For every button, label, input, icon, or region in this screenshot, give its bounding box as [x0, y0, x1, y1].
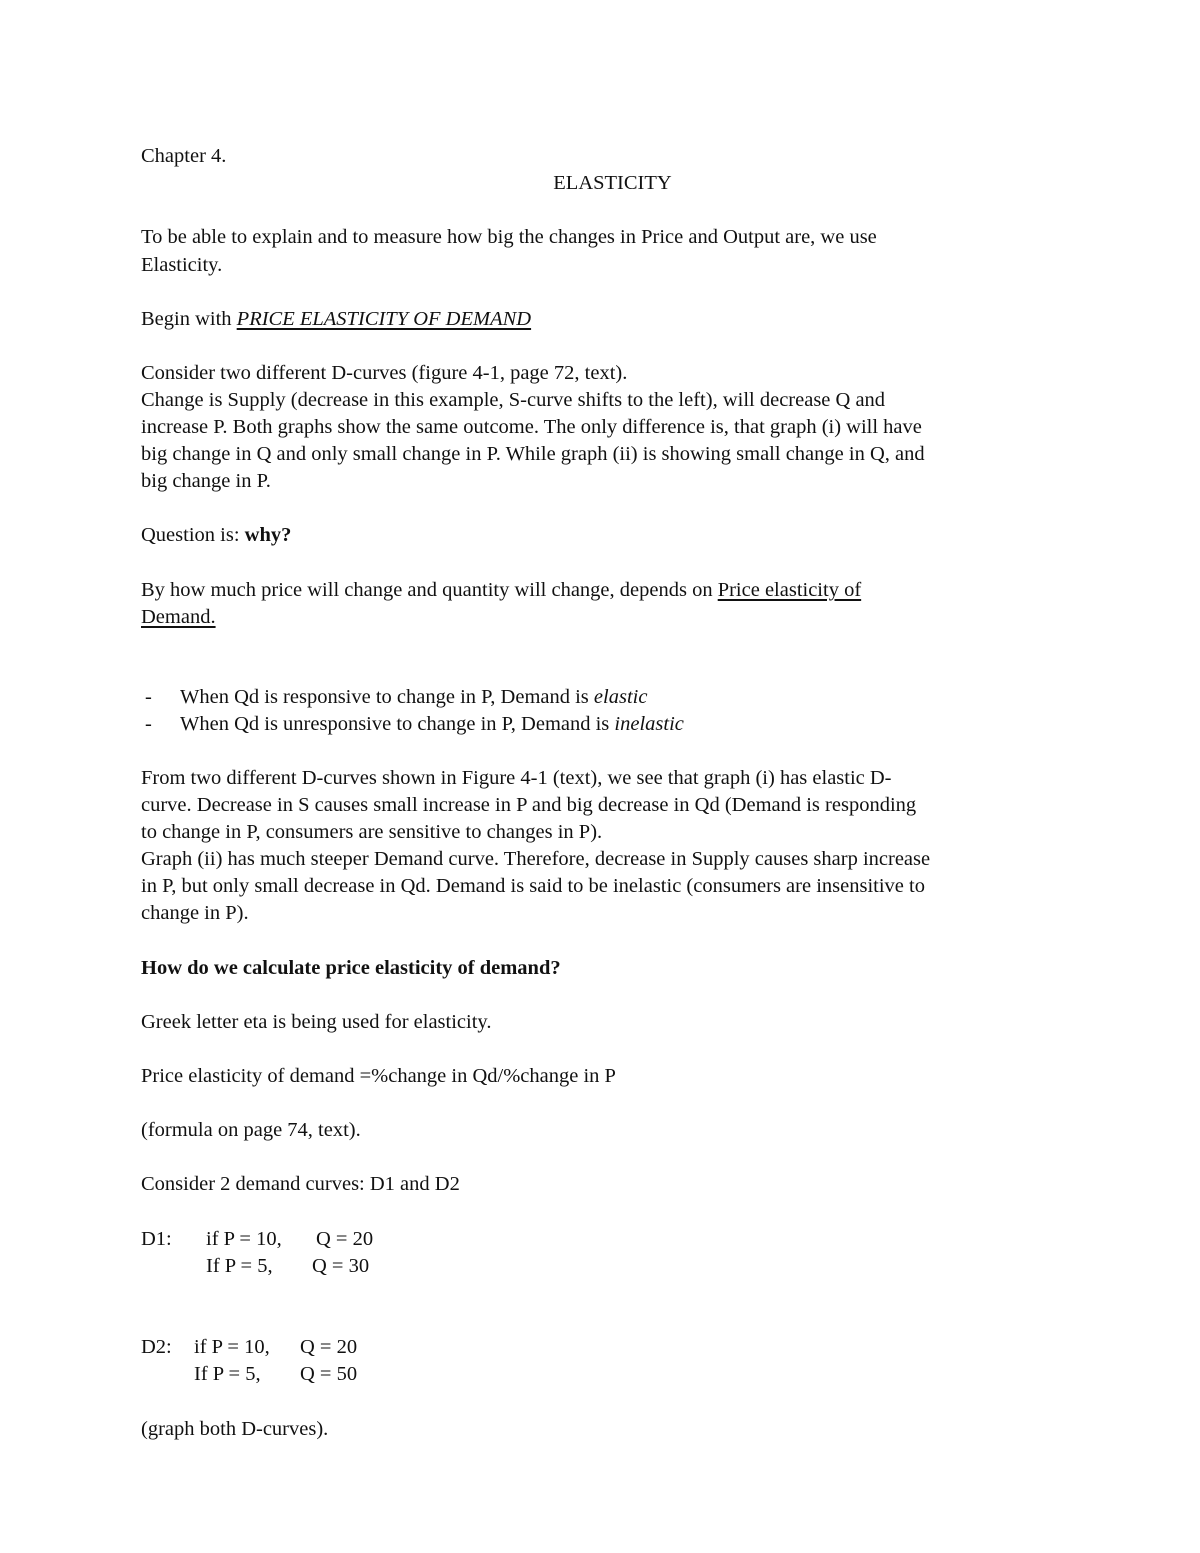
- depends-link-part1: Price elasticity of: [717, 579, 862, 601]
- bullet-text: [180, 684, 647, 711]
- para2-line-4: Graph (ii) has much steeper Demand curve. Therefore, decrease in Supply causes sharp increase: [141, 848, 931, 870]
- depends-prefix: By how much price will change and quantity will change, depends on: [141, 579, 718, 601]
- d2-row2-quantity: Q = 50: [300, 1363, 358, 1385]
- intro-line-1: To be able to explain and to measure how big the changes in Price and Output are, we use: [141, 226, 877, 248]
- para2-line-2: curve. Decrease in S causes small increase in P and big decrease in Qd (Demand is responding: [141, 794, 917, 816]
- page-title: ELASTICITY: [553, 172, 672, 194]
- para1-line-5: big change in P.: [141, 470, 271, 492]
- formula-reference: (formula on page 74, text).: [141, 1119, 361, 1141]
- para2-line-1: From two different D-curves shown in Figure 4-1 (text), we see that graph (i) has elastic D-: [141, 767, 892, 789]
- question-emphasis: why?: [244, 524, 292, 546]
- bullet-emphasis: elastic: [593, 686, 648, 708]
- begin-prefix: Begin with: [141, 308, 237, 330]
- depends-link-part2: Demand.: [141, 606, 216, 628]
- para2-line-3: to change in P, consumers are sensitive to changes in P).: [141, 821, 603, 843]
- begin-with-line: [141, 306, 531, 333]
- d2-row1-price: if P = 10,: [194, 1336, 270, 1358]
- para1-line-4: big change in Q and only small change in P. While graph (ii) is showing small change in Q, and: [141, 443, 925, 465]
- para1-line-2: Change is Supply (decrease in this example, S-curve shifts to the left), will decrease Q and: [141, 389, 886, 411]
- para2-line-5: in P, but only small decrease in Qd. Demand is said to be inelastic (consumers are insensitive to: [141, 875, 925, 897]
- consider-curves: Consider 2 demand curves: D1 and D2: [141, 1173, 460, 1195]
- bullet-text-main: When Qd is responsive to change in P, Demand is: [180, 686, 594, 708]
- d1-row1-quantity: Q = 20: [316, 1228, 374, 1250]
- para2-line-6: change in P).: [141, 902, 249, 924]
- bullet-text-main: When Qd is unresponsive to change in P, Demand is: [180, 713, 615, 735]
- bullet-text: [180, 711, 684, 738]
- formula-line: Price elasticity of demand =%change in Qd/%change in P: [141, 1065, 616, 1087]
- d2-row2-price: If P = 5,: [194, 1363, 261, 1385]
- greek-note: Greek letter eta is being used for elasticity.: [141, 1011, 492, 1033]
- para1-line-3: increase P. Both graphs show the same outcome. The only difference is, that graph (i) will have: [141, 416, 922, 438]
- d2-label: D2:: [141, 1336, 172, 1358]
- depends-line-2: [141, 604, 216, 631]
- section-heading: How do we calculate price elasticity of demand?: [141, 957, 561, 979]
- intro-line-2: Elasticity.: [141, 254, 223, 276]
- d1-row2-quantity: Q = 30: [312, 1255, 370, 1277]
- chapter-label: Chapter 4.: [141, 145, 227, 167]
- bullet-dash: -: [145, 686, 152, 708]
- d1-label: D1:: [141, 1228, 172, 1250]
- begin-emphasis: PRICE ELASTICITY OF DEMAND: [236, 308, 532, 330]
- para1-line-1: Consider two different D-curves (figure 4-1, page 72, text).: [141, 362, 628, 384]
- d1-row2-price: If P = 5,: [206, 1255, 273, 1277]
- question-prefix: Question is:: [141, 524, 245, 546]
- question-line: [141, 522, 291, 549]
- bullet-emphasis: inelastic: [614, 713, 684, 735]
- bullet-dash: -: [145, 713, 152, 735]
- depends-line-1: [141, 577, 861, 604]
- d1-row1-price: if P = 10,: [206, 1228, 282, 1250]
- graph-note: (graph both D-curves).: [141, 1418, 329, 1440]
- d2-row1-quantity: Q = 20: [300, 1336, 358, 1358]
